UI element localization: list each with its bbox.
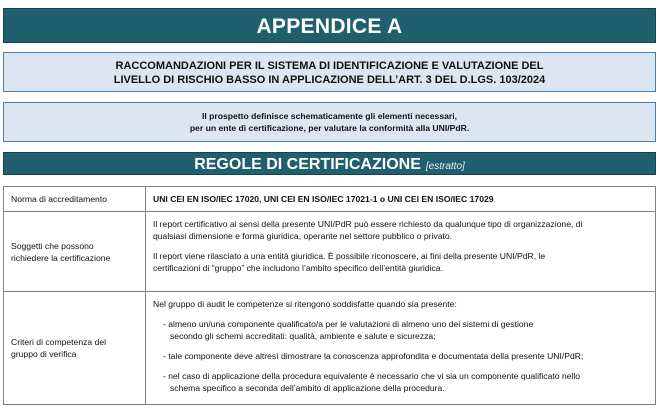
- subtitle-box: [3, 52, 656, 92]
- appendix-title: APPENDICE A: [256, 15, 403, 38]
- certification-rules-table: [3, 186, 656, 405]
- table-row: [4, 212, 656, 292]
- row-label-competence: [4, 292, 146, 405]
- appendix-title-bar: [3, 8, 656, 43]
- list-item: [153, 350, 648, 362]
- bullet-line: secondo gli schemi accreditati: qualità, ambiente e salute e sicurezza;: [170, 331, 436, 341]
- bullet-line: - nel caso di applicazione della procedura equivalente è necessario che vi sia un componente qualificato nello: [163, 371, 581, 381]
- section-title-bar: [3, 152, 656, 175]
- bullet-line: - tale componente deve altresì dimostrare la conoscenza approfondita e documentata della presente UNI/PdR;: [163, 351, 584, 361]
- table-row: [4, 187, 656, 212]
- intro-box: [3, 102, 656, 142]
- intro-line-1: Il prospetto definisce schematicamente gli elementi necessari,: [201, 111, 458, 121]
- row-content-accreditation: UNI CEI EN ISO/IEC 17020, UNI CEI EN ISO/IEC 17021-1 o UNI CEI EN ISO/IEC 17029: [146, 187, 656, 212]
- section-subtitle: [estratto]: [425, 161, 465, 172]
- intro-line-2: per un ente di certificazione, per valutare la conformità alla UNI/PdR.: [189, 123, 470, 133]
- bullet-line: schema specifico a seconda dell’ambito di applicazione della procedura.: [170, 383, 445, 393]
- row-label-subjects: [4, 212, 146, 292]
- label-line: Criteri di competenza del: [11, 337, 107, 347]
- section-title: REGOLE DI CERTIFICAZIONE: [194, 156, 421, 173]
- paragraph-line: certificazioni di “gruppo” che includono l’ambito specifico dell’entità giuridica.: [153, 263, 443, 273]
- paragraph-line: Il report certificativo ai sensi della presente UNI/PdR può essere richiesto da qualunque tipo di organizzazione, di: [153, 219, 583, 229]
- row-content-subjects: [146, 212, 656, 292]
- paragraph-line: qualsiasi dimensione e forma giuridica, operante nel settore pubblico o privato.: [153, 231, 453, 241]
- paragraph-line: Nel gruppo di audit le competenze si ritengono soddisfatte quando sia presente:: [153, 299, 457, 309]
- row-content-competence: [146, 292, 656, 405]
- label-line: richiedere la certificazione: [11, 252, 111, 263]
- list-item: [153, 370, 648, 394]
- subtitle-line-2: LIVELLO DI RISCHIO BASSO IN APPLICAZIONE DELL’ART. 3 DEL D.LGS. 103/2024: [113, 74, 546, 86]
- table-row: [4, 292, 656, 405]
- label-line: gruppo di verifica: [11, 349, 77, 359]
- row-label-accreditation: Norma di accreditamento: [4, 187, 146, 212]
- paragraph-line: Il report viene rilasciato a una entità giuridica. È possibile riconoscere, ai fini della presente UNI/PdR, le: [153, 251, 546, 261]
- subtitle-line-1: RACCOMANDAZIONI PER IL SISTEMA DI IDENTIFICAZIONE E VALUTAZIONE DEL: [115, 60, 544, 72]
- bullet-line: - almeno un/una componente qualificato/a per le valutazioni di almeno uno dei sistemi di gestione: [163, 319, 534, 329]
- label-line: Soggetti che possono: [11, 240, 94, 251]
- list-item: [153, 318, 648, 342]
